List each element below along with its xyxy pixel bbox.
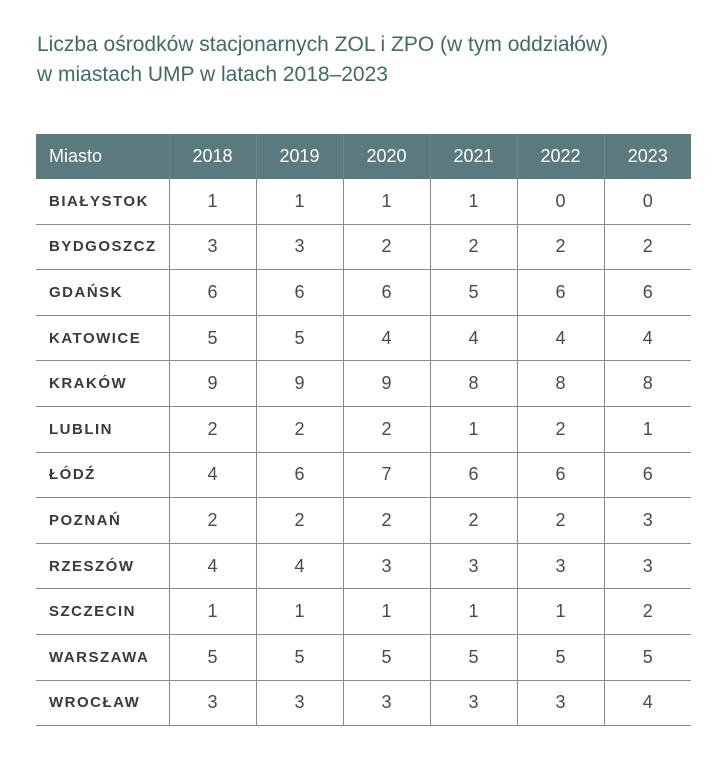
- value-cell: 6: [517, 452, 604, 498]
- value-cell: 1: [343, 179, 430, 224]
- value-cell: 3: [604, 543, 691, 589]
- value-cell: 3: [517, 543, 604, 589]
- value-cell: 4: [169, 543, 256, 589]
- value-cell: 5: [343, 634, 430, 680]
- value-cell: 2: [169, 406, 256, 452]
- value-cell: 5: [430, 634, 517, 680]
- city-cell: WROCŁAW: [36, 680, 169, 726]
- table-row: [36, 224, 691, 270]
- city-cell: GDAŃSK: [36, 270, 169, 316]
- value-cell: 2: [517, 498, 604, 544]
- value-cell: 4: [430, 315, 517, 361]
- value-cell: 2: [256, 498, 343, 544]
- value-cell: 6: [343, 270, 430, 316]
- value-cell: 6: [517, 270, 604, 316]
- table-body: [36, 179, 691, 726]
- value-cell: 1: [256, 179, 343, 224]
- value-cell: 3: [517, 680, 604, 726]
- value-cell: 5: [604, 634, 691, 680]
- value-cell: 5: [256, 634, 343, 680]
- value-cell: 2: [343, 498, 430, 544]
- value-cell: 3: [430, 543, 517, 589]
- value-cell: 1: [343, 589, 430, 635]
- value-cell: 2: [430, 498, 517, 544]
- value-cell: 4: [604, 315, 691, 361]
- data-table: [36, 134, 691, 726]
- value-cell: 2: [604, 589, 691, 635]
- city-cell: KRAKÓW: [36, 361, 169, 407]
- value-cell: 0: [517, 179, 604, 224]
- table-row: [36, 270, 691, 316]
- title-line-2: w miastach UMP w latach 2018–2023: [37, 63, 388, 86]
- value-cell: 8: [430, 361, 517, 407]
- table-row: [36, 498, 691, 544]
- value-cell: 3: [343, 680, 430, 726]
- header-year: 2021: [430, 134, 517, 179]
- value-cell: 3: [256, 224, 343, 270]
- city-cell: SZCZECIN: [36, 589, 169, 635]
- value-cell: 7: [343, 452, 430, 498]
- table-row: [36, 179, 691, 224]
- value-cell: 5: [169, 315, 256, 361]
- header-city: Miasto: [36, 134, 169, 179]
- value-cell: 2: [343, 406, 430, 452]
- value-cell: 1: [430, 406, 517, 452]
- value-cell: 4: [169, 452, 256, 498]
- value-cell: 5: [169, 634, 256, 680]
- city-cell: ŁÓDŹ: [36, 452, 169, 498]
- value-cell: 2: [517, 224, 604, 270]
- value-cell: 3: [430, 680, 517, 726]
- value-cell: 3: [169, 680, 256, 726]
- value-cell: 6: [169, 270, 256, 316]
- value-cell: 3: [343, 543, 430, 589]
- value-cell: 5: [430, 270, 517, 316]
- city-cell: WARSZAWA: [36, 634, 169, 680]
- table-row: [36, 406, 691, 452]
- value-cell: 2: [430, 224, 517, 270]
- value-cell: 2: [343, 224, 430, 270]
- value-cell: 1: [169, 589, 256, 635]
- city-cell: RZESZÓW: [36, 543, 169, 589]
- header-year: 2022: [517, 134, 604, 179]
- table-row: [36, 589, 691, 635]
- header-year: 2018: [169, 134, 256, 179]
- value-cell: 0: [604, 179, 691, 224]
- value-cell: 4: [517, 315, 604, 361]
- value-cell: 2: [169, 498, 256, 544]
- city-cell: LUBLIN: [36, 406, 169, 452]
- table-title: [37, 30, 697, 90]
- value-cell: 1: [517, 589, 604, 635]
- value-cell: 8: [604, 361, 691, 407]
- city-cell: BIAŁYSTOK: [36, 179, 169, 224]
- value-cell: 4: [604, 680, 691, 726]
- value-cell: 2: [256, 406, 343, 452]
- header-year: 2023: [604, 134, 691, 179]
- value-cell: 1: [430, 589, 517, 635]
- table-row: [36, 452, 691, 498]
- header-year: 2020: [343, 134, 430, 179]
- value-cell: 9: [169, 361, 256, 407]
- value-cell: 3: [169, 224, 256, 270]
- city-cell: KATOWICE: [36, 315, 169, 361]
- city-cell: BYDGOSZCZ: [36, 224, 169, 270]
- value-cell: 8: [517, 361, 604, 407]
- table-row: [36, 315, 691, 361]
- value-cell: 6: [604, 452, 691, 498]
- value-cell: 3: [604, 498, 691, 544]
- value-cell: 3: [256, 680, 343, 726]
- value-cell: 9: [343, 361, 430, 407]
- value-cell: 6: [430, 452, 517, 498]
- table-row: [36, 543, 691, 589]
- table-row: [36, 680, 691, 726]
- header-year: 2019: [256, 134, 343, 179]
- value-cell: 1: [256, 589, 343, 635]
- value-cell: 6: [604, 270, 691, 316]
- table-row: [36, 361, 691, 407]
- value-cell: 2: [604, 224, 691, 270]
- table-row: [36, 634, 691, 680]
- value-cell: 4: [343, 315, 430, 361]
- header-row: [36, 134, 691, 179]
- value-cell: 6: [256, 452, 343, 498]
- value-cell: 5: [517, 634, 604, 680]
- value-cell: 6: [256, 270, 343, 316]
- city-cell: POZNAŃ: [36, 498, 169, 544]
- value-cell: 1: [169, 179, 256, 224]
- value-cell: 9: [256, 361, 343, 407]
- value-cell: 1: [604, 406, 691, 452]
- title-line-1: Liczba ośrodków stacjonarnych ZOL i ZPO (w tym oddziałów): [37, 33, 609, 56]
- value-cell: 4: [256, 543, 343, 589]
- value-cell: 1: [430, 179, 517, 224]
- value-cell: 2: [517, 406, 604, 452]
- value-cell: 5: [256, 315, 343, 361]
